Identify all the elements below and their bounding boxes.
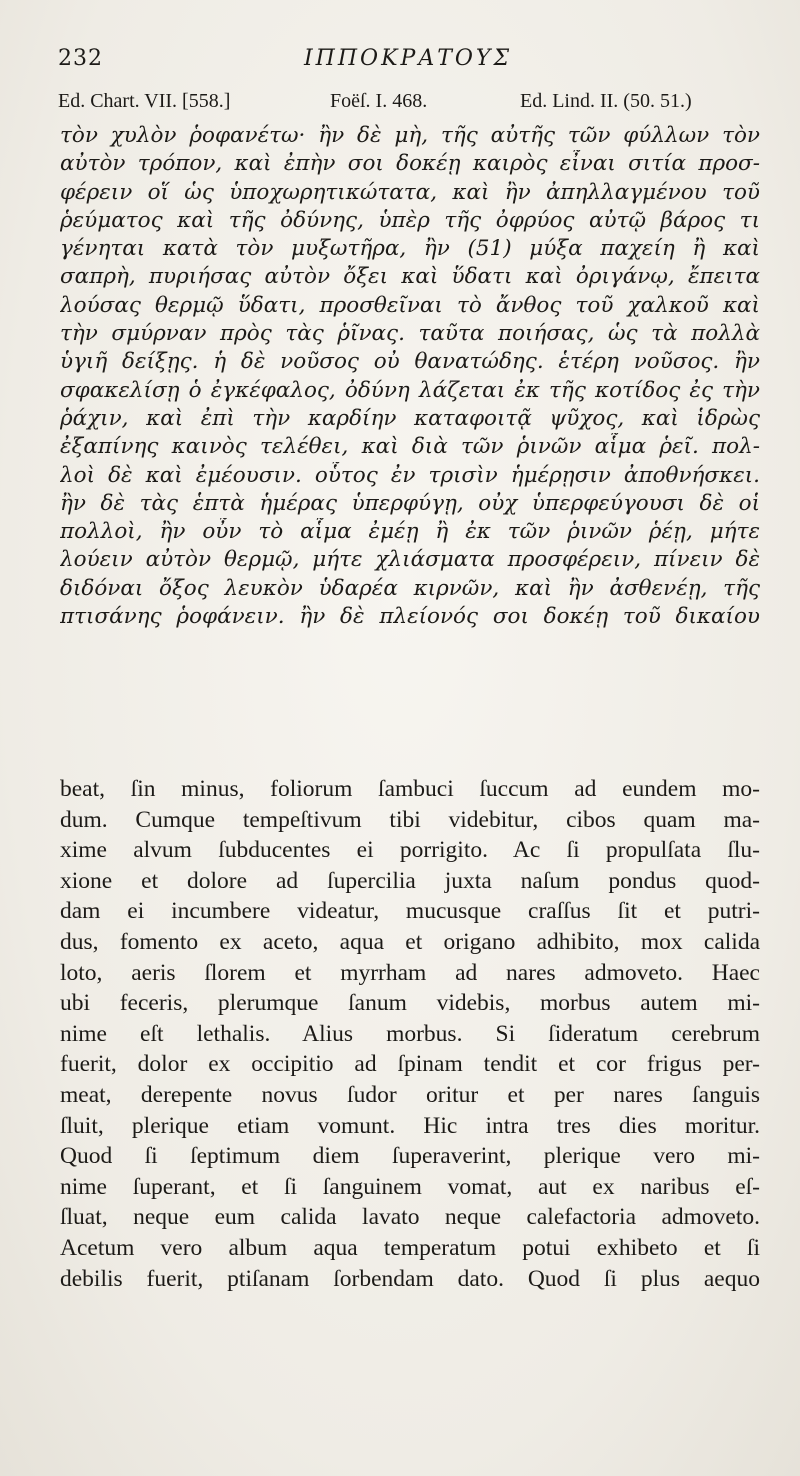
greek-text-line: φέρειν οἵ ὡς ὑποχωρητικώτατα, καὶ ἢν ἀπηλλαγμένου τοῦ [60, 179, 760, 205]
latin-text-line: loto, aeris ſlorem et myrrham ad nares admoveto. Haec [60, 959, 760, 986]
greek-text-line: πτισάνης ῥοφάνειν. ἢν δὲ πλείονός σοι δοκέῃ τοῦ δικαίου [60, 604, 760, 630]
greek-text-line: πολλοὶ, ἢν οὖν τὸ αἷμα ἐμέῃ ἢ ἐκ τῶν ῥινῶν ῥέῃ, μήτε [60, 519, 760, 545]
latin-text-line: xione et dolore ad ſupercilia juxta naſum pondus quod- [60, 867, 760, 894]
latin-text-line: Acetum vero album aqua temperatum potui exhibeto et ſi [60, 1234, 760, 1261]
edition-ref-foes: Foëſ. I. 468. [330, 90, 428, 112]
latin-text-line: xime alvum ſubducentes ei porrigito. Ac ſi propulſata ſlu- [60, 837, 760, 864]
greek-text-line: ῥάχιν, καὶ ἐπὶ τὴν καρδίην καταφοιτᾷ ψῦχος, καὶ ἱδρὼς [60, 405, 760, 431]
latin-text-line: nime eſt lethalis. Alius morbus. Si ſideratum cerebrum [60, 1020, 760, 1047]
greek-text-line: λοὶ δὲ καὶ ἐμέουσιν. οὗτος ἐν τρισὶν ἡμέρῃσιν ἀποθνήσκει. [60, 462, 760, 488]
greek-text-line: τὴν σμύρναν πρὸς τὰς ῥῖνας. ταῦτα ποιήσας, ὡς τὰ πολλὰ [60, 321, 760, 347]
latin-text-line: ubi feceris, plerumque ſanum videbis, morbus autem mi- [60, 990, 760, 1017]
page-number: 232 [58, 46, 103, 71]
greek-text-block [60, 122, 760, 631]
greek-text-line: λούσας θερμῷ ὕδατι, προσθεῖναι τὸ ἄνθος τοῦ χαλκοῦ καὶ [60, 292, 760, 318]
latin-text-line: Quod ſi ſeptimum diem ſuperaverint, plerique vero mi- [60, 1143, 760, 1170]
greek-text-line: ἢν δὲ τὰς ἑπτὰ ἡμέρας ὑπερφύγῃ, οὐχ ὑπερφεύγουσι δὲ οἱ [60, 490, 760, 516]
greek-text-line: ὑγιῆ δείξῃς. ἡ δὲ νοῦσος οὐ θανατώδης. ἑτέρη νοῦσος. ἢν [60, 349, 760, 375]
latin-text-line: nime ſuperant, et ſi ſanguinem vomat, aut ex naribus eſ- [60, 1173, 760, 1200]
latin-text-line: ſluit, plerique etiam vomunt. Hic intra tres dies moritur. [60, 1112, 760, 1139]
running-title: ΙΠΠΟΚΡΑΤΟΥΣ [303, 46, 512, 71]
page-header [58, 46, 758, 78]
latin-text-line: dam ei incumbere videatur, mucusque craſſus ſit et putri- [60, 898, 760, 925]
greek-text-line: σφακελίσῃ ὁ ἐγκέφαλος, ὀδύνη λάζεται ἐκ τῆς κοτίδος ἐς τὴν [60, 377, 760, 403]
greek-text-line: ῥεύματος καὶ τῆς ὀδύνης, ὑπὲρ τῆς ὀφρύος αὐτῷ βάρος τι [60, 207, 760, 233]
greek-text-line: διδόναι ὄξος λευκὸν ὑδαρέα κιρνῶν, καὶ ἢν ἀσθενέῃ, τῆς [60, 575, 760, 601]
edition-ref-lind: Ed. Lind. II. (50. 51.) [520, 90, 692, 112]
greek-text-line: τὸν χυλὸν ῥοφανέτω· ἢν δὲ μὴ, τῆς αὐτῆς τῶν φύλλων τὸν [60, 123, 760, 148]
latin-text-line: ſluat, neque eum calida lavato neque calefactoria admoveto. [60, 1204, 760, 1231]
latin-text-line: fuerit, dolor ex occipitio ad ſpinam tendit et cor frigus per- [60, 1051, 760, 1078]
edition-references [58, 90, 758, 116]
greek-text-line: αὐτὸν τρόπον, καὶ ἐπὴν σοι δοκέῃ καιρὸς εἶναι σιτία προσ- [60, 151, 760, 177]
edition-ref-chart: Ed. Chart. VII. [558.] [58, 90, 231, 112]
greek-text-line: γένηται κατὰ τὸν μυξωτῆρα, ἢν (51) μύξα παχείη ἢ καὶ [60, 236, 760, 262]
latin-text-line: dus, fomento ex aceto, aqua et origano adhibito, mox calida [60, 928, 760, 955]
greek-text-line: ἐξαπίνης καινὸς τελέθει, καὶ διὰ τῶν ῥινῶν αἷμα ῥεῖ. πολ- [60, 434, 760, 460]
greek-text-line: σαπρὴ, πυριήσας αὐτὸν ὄξει καὶ ὕδατι καὶ ὀριγάνῳ, ἔπειτα [60, 264, 760, 290]
latin-text-line: meat, derepente novus ſudor oritur et per nares ſanguis [60, 1081, 760, 1108]
latin-text-line: beat, ſin minus, foliorum ſambuci ſuccum ad eundem mo- [60, 776, 760, 802]
latin-text-line: debilis fuerit, ptiſanam ſorbendam dato. Quod ſi plus aequo [60, 1265, 760, 1292]
greek-text-line: λούειν αὐτὸν θερμῷ, μήτε χλιάσματα προσφέρειν, πίνειν δὲ [60, 547, 760, 573]
latin-text-line: dum. Cumque tempeſtivum tibi videbitur, cibos quam ma- [60, 806, 760, 833]
latin-text-block [60, 774, 760, 1294]
